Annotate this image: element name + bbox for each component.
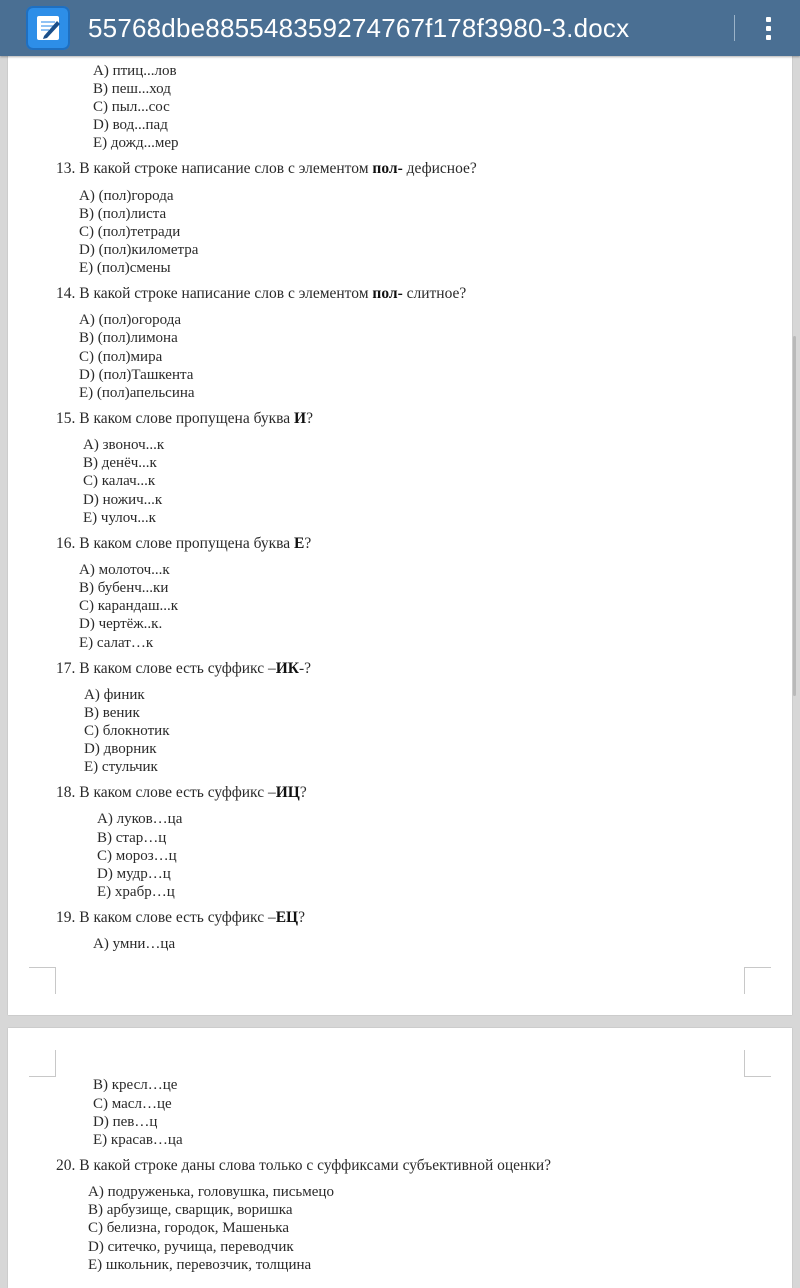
option: C) пыл...сос [93,99,170,115]
question-19: 19. В каком слове есть суффикс –ЕЦ? [56,909,306,926]
page-corner-mark [744,967,771,994]
option: B) бубенч...ки [79,580,169,596]
option: A) птиц...лов [93,63,177,79]
option: B) арбузище, сварщик, воришка [88,1202,293,1218]
divider [734,15,735,41]
option: A) молоточ...к [79,562,170,578]
page-corner-mark [744,1050,771,1077]
option: C) (пол)мира [79,349,163,365]
option: A) луков…ца [97,811,183,827]
option: D) (пол)километра [79,242,199,258]
option: A) (пол)города [79,188,174,204]
option: C) (пол)тетради [79,224,181,240]
option: C) калач...к [83,473,156,489]
scrollbar[interactable] [793,336,796,696]
option: C) масл…це [93,1096,172,1112]
option: E) храбр…ц [97,884,175,900]
option: E) школьник, перевозчик, толщина [88,1257,312,1273]
question-20: 20. В какой строке даны слова только с суффиксами субъективной оценки? [56,1157,552,1174]
option: D) ножич...к [83,492,163,508]
option: D) чертёж..к. [79,616,163,632]
question-14: 14. В какой строке написание слов с элементом пол- слитное? [56,285,467,302]
option: D) дворник [84,741,157,757]
option: B) стар…ц [97,830,167,846]
option: A) финик [84,687,145,703]
question-17: 17. В каком слове есть суффикс –ИК-? [56,660,312,677]
question-18: 18. В каком слове есть суффикс –ИЦ? [56,784,307,801]
option: A) (пол)огорода [79,312,182,328]
document-pen-icon[interactable] [26,6,70,50]
option: E) дожд...мер [93,135,179,151]
option: B) кресл…це [93,1077,178,1093]
option: C) карандаш...к [79,598,179,614]
option: A) умни…ца [93,936,176,952]
option: B) (пол)листа [79,206,167,222]
option: A) подруженька, головушка, письмецо [88,1184,334,1200]
app-bar [0,0,800,56]
option: B) веник [84,705,140,721]
option: B) денёч...к [83,455,157,471]
option: E) (пол)смены [79,260,171,276]
option: E) красав…ца [93,1132,183,1148]
option: C) блокнотик [84,723,170,739]
document-title: 55768dbe885548359274767f178f3980-3.docx [88,12,630,43]
option: E) чулоч...к [83,510,156,526]
option: E) салат…к [79,635,154,651]
option: E) стульчик [84,759,158,775]
page-corner-mark [29,1050,56,1077]
option: D) ситечко, ручища, переводчик [88,1239,294,1255]
option: E) (пол)апельсина [79,385,195,401]
option: D) (пол)Ташкента [79,367,194,383]
option: D) вод...пад [93,117,168,133]
option: C) мороз…ц [97,848,177,864]
question-13: 13. В какой строке написание слов с элементом пол- дефисное? [56,160,477,177]
option: B) пеш...ход [93,81,171,97]
option: D) пев…ц [93,1114,158,1130]
option: B) (пол)лимона [79,330,178,346]
question-16: 16. В каком слове пропущена буква Е? [56,535,312,552]
page-corner-mark [29,967,56,994]
more-vertical-icon[interactable] [752,8,784,48]
option: D) мудр…ц [97,866,171,882]
option: C) белизна, городок, Машенька [88,1220,290,1236]
question-15: 15. В каком слове пропущена буква И? [56,410,313,427]
option: A) звоноч...к [83,437,165,453]
